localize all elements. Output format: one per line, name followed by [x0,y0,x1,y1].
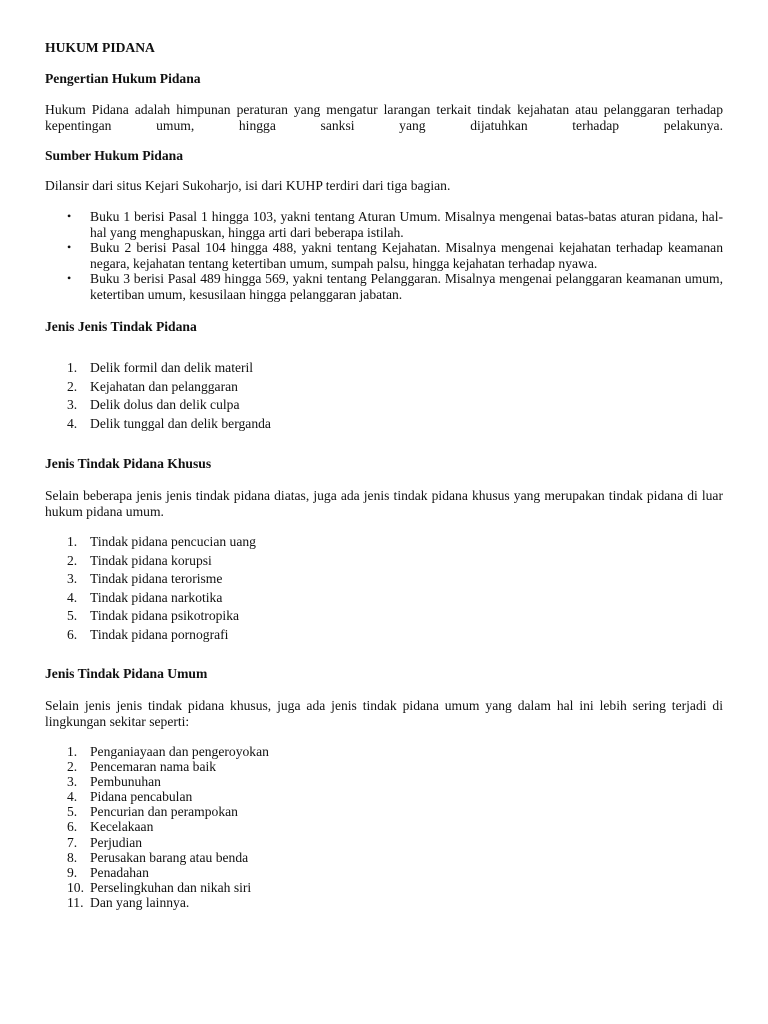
list-item-text: Pidana pencabulan [90,789,193,805]
list-item-number: 3. [67,571,78,587]
bullet-icon: • [67,271,72,285]
list-item-text: Perselingkuhan dan nikah siri [90,879,252,895]
list-item [45,804,723,819]
list-item [45,359,723,378]
list-item-number: 3. [67,397,78,413]
paragraph-sumber: Dilansir dari situs Kejari Sukoharjo, isi dari KUHP terdiri dari tiga bagian. [45,178,451,193]
list-item-text: Tindak pidana terorisme [90,571,223,587]
list-item-text: Buku 3 berisi Pasal 489 hingga 569, yakni tentang Pelanggaran. Misalnya mengenai pelanggaran keamanan umum, ketertiban umum, kesusilaan hingga pelanggaran jabatan. [90,271,723,302]
list-item-number: 4. [67,589,78,605]
list-item-text: Delik dolus dan delik culpa [90,397,240,413]
list-item [45,589,723,608]
list-item-number: 2. [67,759,78,775]
list-item-number: 7. [67,834,78,850]
bullet-icon: • [67,209,72,223]
list-item-number: 10. [67,879,84,895]
list-item-number: 3. [67,774,78,790]
list-item-text: Perusakan barang atau benda [90,849,249,865]
list-item [45,378,723,397]
list-item-number: 4. [67,789,78,805]
list-item-number: 1. [67,534,78,549]
list-item [45,570,723,589]
heading-pengertian: Pengertian Hukum Pidana [45,71,201,86]
list-item-number: 6. [67,626,78,642]
list-item [45,533,723,552]
list-item [45,744,723,759]
numbered-list-jenis [45,359,723,433]
list-item-number: 5. [67,804,78,820]
list-item [45,626,723,645]
list-item-text: Tindak pidana korupsi [90,552,212,568]
list-item-number: 8. [67,849,78,865]
list-item [45,271,723,302]
list-item-text: Dan yang lainnya. [90,894,190,910]
list-item-text: Tindak pidana narkotika [90,589,223,605]
list-item-text: Tindak pidana psikotropika [90,608,240,624]
list-item [45,865,723,880]
list-item-text: Pembunuhan [90,774,161,790]
list-item-number: 1. [67,744,78,759]
heading-sumber: Sumber Hukum Pidana [45,148,183,163]
list-item [45,396,723,415]
document-title: HUKUM PIDANA [45,40,155,55]
list-item [45,819,723,834]
list-item-number: 5. [67,608,78,624]
list-item-text: Buku 2 berisi Pasal 104 hingga 488, yakni tentang Kejahatan. Misalnya mengenai kejahatan terhadap keamanan negara, kejahatan tentang ketertiban umum, sumpah palsu, hingga kejahatan terhadap nyawa. [90,240,723,271]
numbered-list-umum [45,744,723,910]
list-item [45,774,723,789]
list-item-number: 2. [67,552,78,568]
list-item-text: Kejahatan dan pelanggaran [90,378,238,394]
list-item [45,850,723,865]
list-item-text: Pencurian dan perampokan [90,804,238,820]
list-item-text: Penganiayaan dan pengeroyokan [90,744,269,759]
list-item-text: Kecelakaan [90,819,154,835]
list-item [45,209,723,240]
list-item-text: Delik tunggal dan delik berganda [90,415,271,431]
list-item-number: 4. [67,415,78,431]
list-item [45,789,723,804]
heading-pidana-khusus: Jenis Tindak Pidana Khusus [45,456,212,471]
list-item-text: Delik formil dan delik materil [90,360,254,375]
list-item [45,880,723,895]
list-item [45,240,723,271]
list-item [45,552,723,571]
bullet-icon: • [67,240,72,254]
list-item-text: Tindak pidana pornografi [90,626,229,642]
list-item-number: 1. [67,360,78,375]
list-item [45,415,723,434]
heading-pidana-umum: Jenis Tindak Pidana Umum [45,666,208,681]
paragraph-pengertian: Hukum Pidana adalah himpunan peraturan yang mengatur larangan terkait tindak kejahatan atau pelanggaran terhadap kepentingan umum, hingga sanksi yang dijatuhkan terhadap pelakunya. [45,102,723,133]
paragraph-pidana-umum: Selain jenis jenis tindak pidana khusus, juga ada jenis tindak pidana umum yang dalam hal ini lebih sering terjadi di lingkungan sekitar seperti: [45,698,723,729]
list-item-number: 9. [67,864,78,880]
numbered-list-khusus [45,533,723,645]
list-item [45,835,723,850]
list-item-number: 2. [67,378,78,394]
list-item-text: Tindak pidana pencucian uang [90,534,256,549]
paragraph-pidana-khusus: Selain beberapa jenis jenis tindak pidana diatas, juga ada jenis tindak pidana khusus yang merupakan tindak pidana di luar hukum pidana umum. [45,488,723,519]
bullet-list-kuhp [45,209,723,302]
list-item-number: 6. [67,819,78,835]
list-item-text: Pencemaran nama baik [90,759,217,775]
list-item-number: 11. [67,894,84,910]
list-item [45,895,723,910]
heading-jenis-tindak-pidana: Jenis Jenis Tindak Pidana [45,319,197,334]
list-item [45,607,723,626]
list-item-text: Penadahan [90,864,149,880]
list-item-text: Perjudian [90,834,143,850]
list-item-text: Buku 1 berisi Pasal 1 hingga 103, yakni tentang Aturan Umum. Misalnya mengenai batas-batas aturan pidana, hal-hal yang menghapuskan, hingga arti dari beberapa istilah. [90,209,723,240]
list-item [45,759,723,774]
